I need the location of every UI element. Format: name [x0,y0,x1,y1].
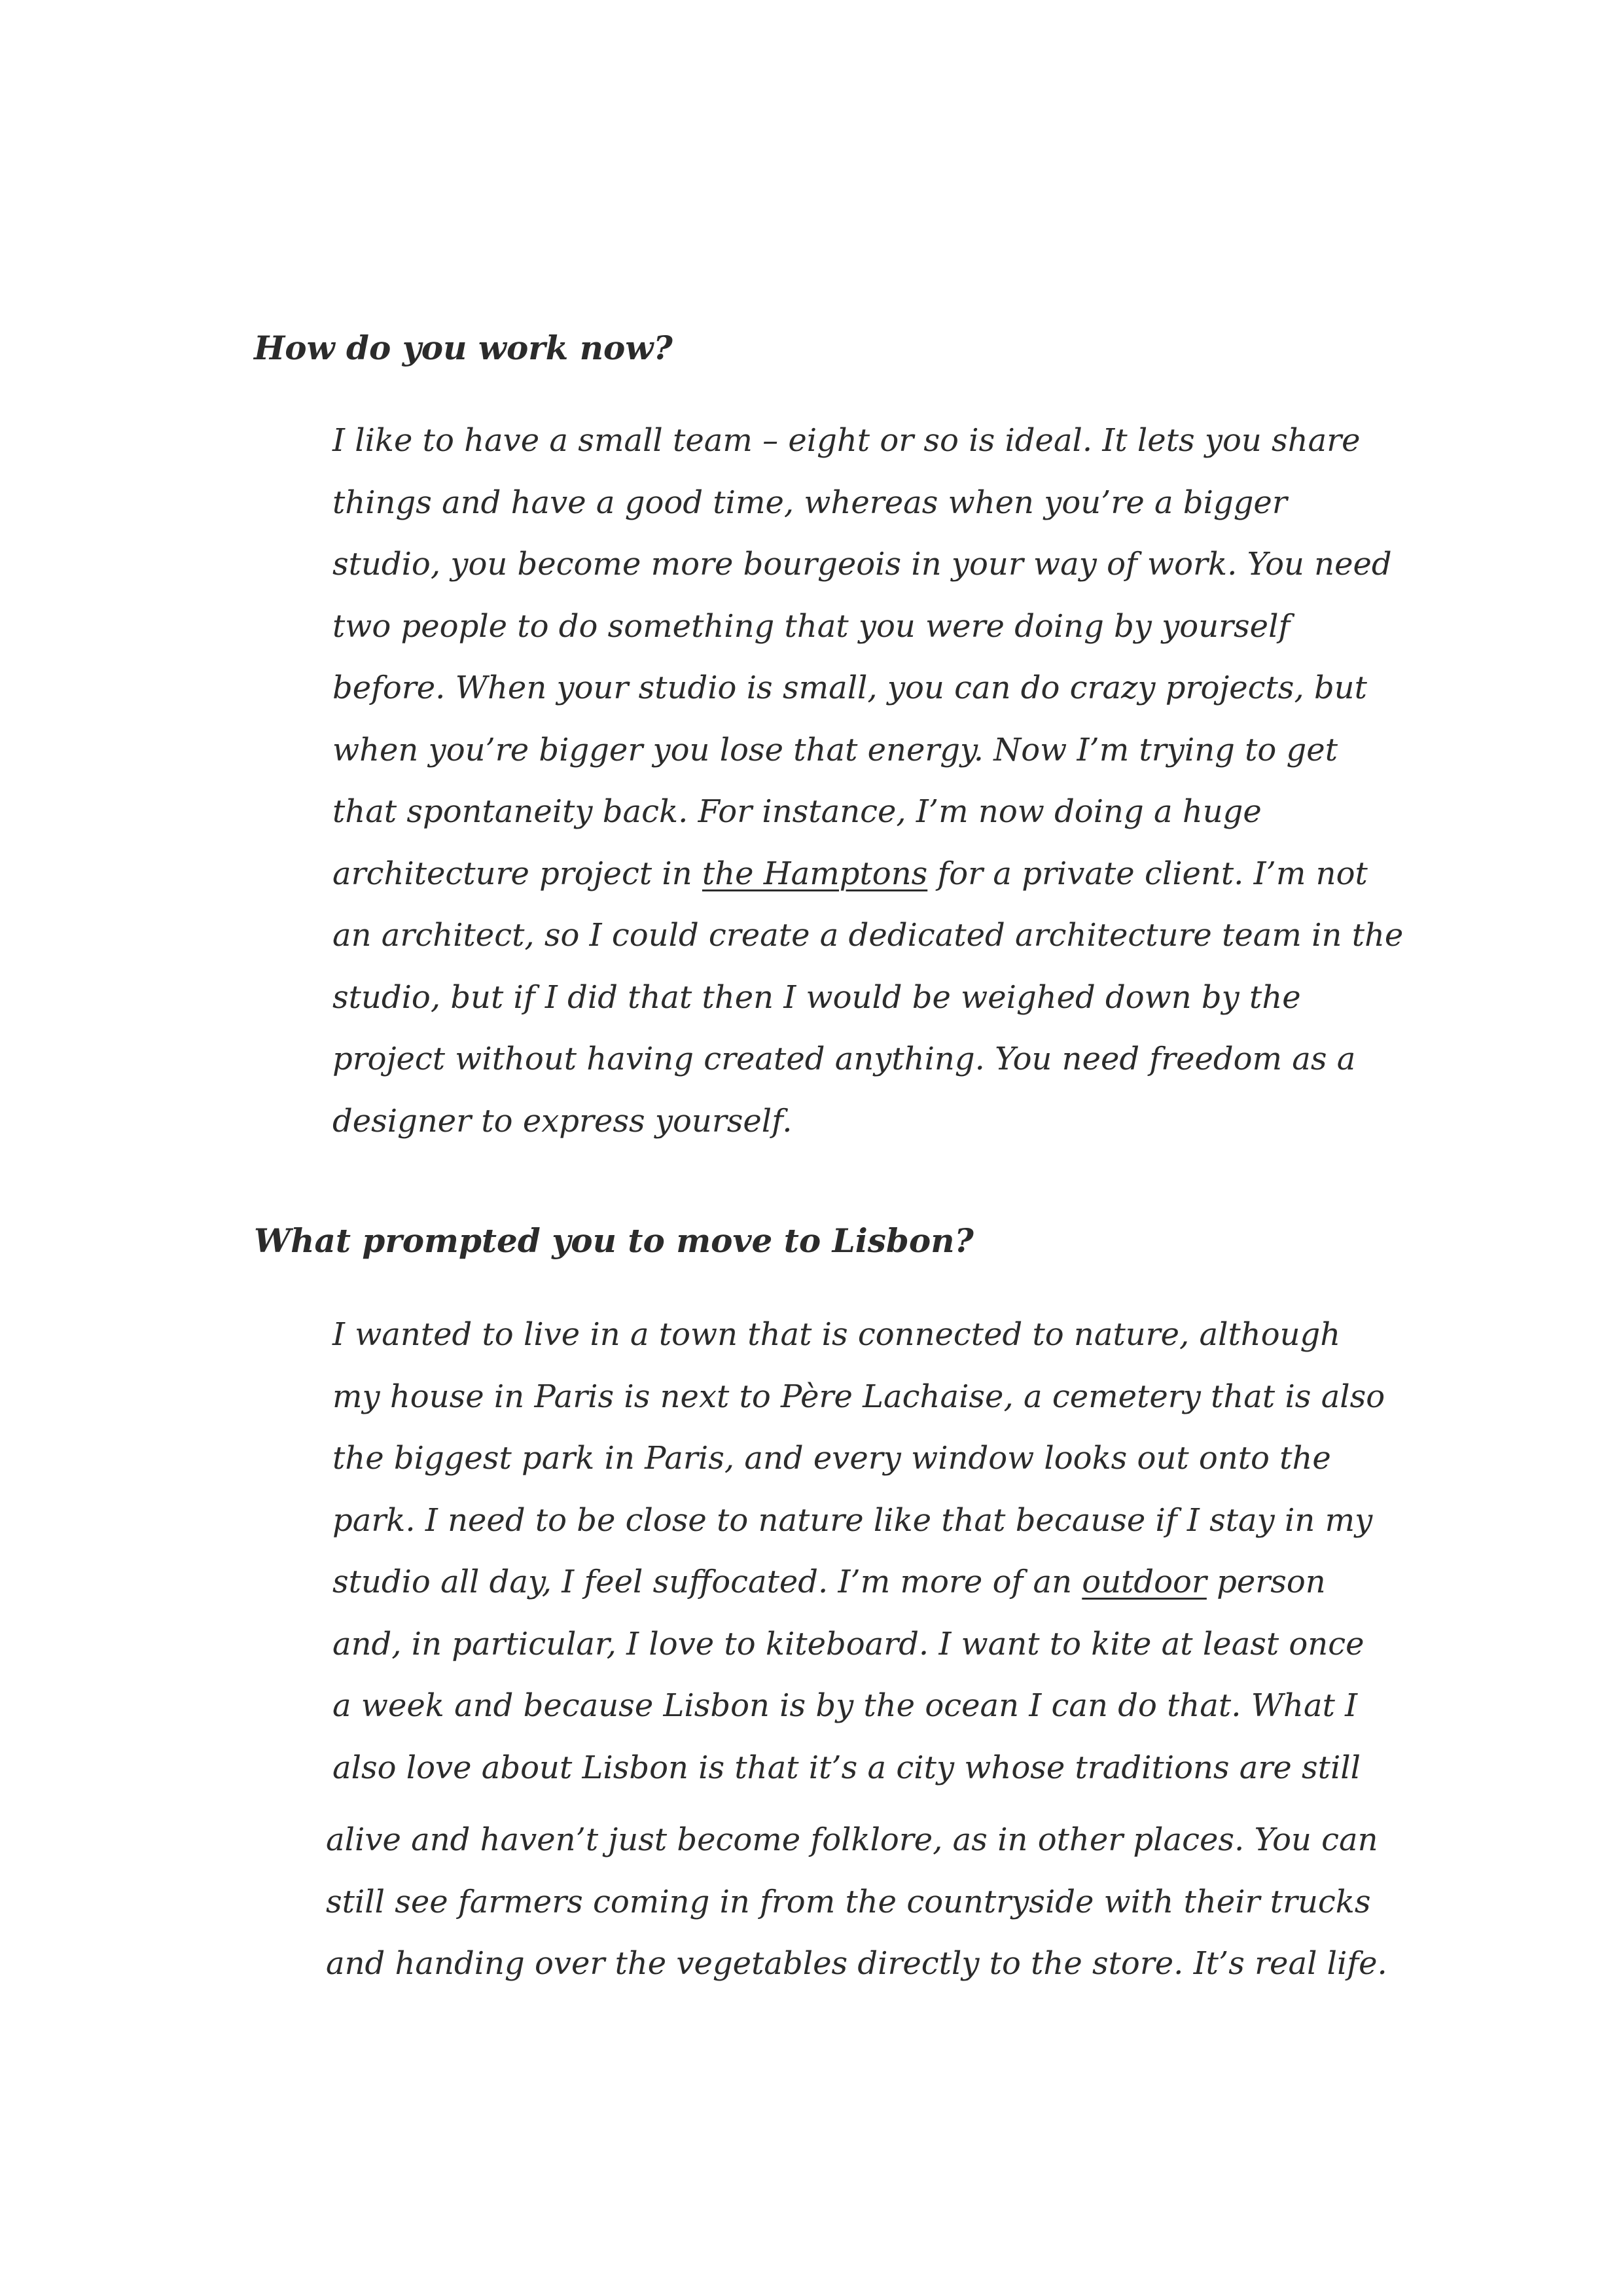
hamptons-link[interactable]: the Hamptons [702,855,928,892]
question-heading: What prompted you to move to Lisbon? [254,1221,974,1260]
answer-line: and, in particular, I love to kiteboard. I want to kite at least once [332,1625,1364,1662]
answer-line: things and have a good time, whereas when you’re a bigger [332,484,1287,521]
outdoor-link[interactable]: outdoor [1082,1564,1207,1600]
answer-line: an architect, so I could create a dedicated architecture team in the [332,917,1404,954]
answer-paragraph-continued [326,1809,1387,1995]
answer-line: when you’re bigger you lose that energy. Now I’m trying to get [332,731,1338,768]
answer-line: also love about Lisbon is that it’s a city whose traditions are still [332,1749,1361,1786]
answer-line: before. When your studio is small, you can do crazy projects, but [332,670,1367,706]
answer-line: the biggest park in Paris, and every window looks out onto the [332,1440,1331,1477]
answer-text: person [1206,1564,1326,1600]
answer-line: alive and haven’t just become folklore, as in other places. You can [326,1821,1378,1858]
answer-text: architecture project in [332,855,702,892]
answer-line: project without having created anything. You need freedom as a [332,1041,1356,1077]
answer-line: I like to have a small team – eight or so is ideal. It lets you share [332,422,1361,459]
answer-line: studio, but if I did that then I would be weighed down by the [332,978,1301,1016]
answer-line: and handing over the vegetables directly to the store. It’s real life. [326,1945,1387,1982]
answer-line: a week and because Lisbon is by the ocean I can do that. What I [332,1687,1358,1724]
answer-paragraph [332,410,1403,1152]
answer-text: for a private client. I’m not [927,855,1368,892]
answer-line: I wanted to live in a town that is connected to nature, although [332,1316,1341,1353]
answer-line: two people to do something that you were doing by yourself [332,607,1291,645]
answer-paragraph [332,1304,1385,1799]
answer-line [332,1551,1385,1613]
question-heading: How do you work now? [254,329,673,367]
answer-line: studio, you become more bourgeois in your way of work. You need [332,546,1392,583]
answer-line: that spontaneity back. For instance, I’m now doing a huge [332,793,1262,830]
answer-line: my house in Paris is next to Père Lachaise, a cemetery that is also [332,1378,1385,1415]
answer-text: studio all day, I feel suffocated. I’m more of an [332,1564,1082,1600]
answer-line: still see farmers coming in from the countryside with their trucks [326,1883,1371,1920]
answer-line: designer to express yourself. [332,1102,793,1139]
answer-line: park. I need to be close to nature like that because if I stay in my [332,1501,1373,1539]
answer-line [332,843,1403,905]
